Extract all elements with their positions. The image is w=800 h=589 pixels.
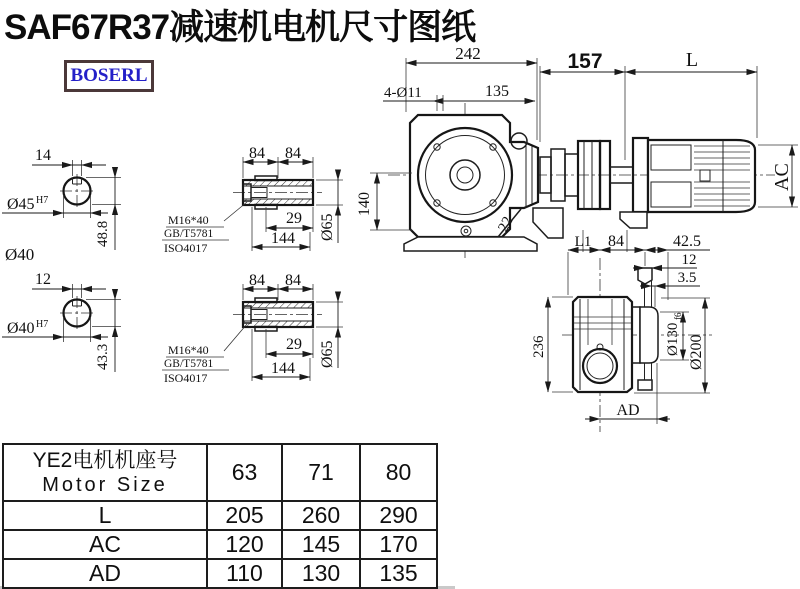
dim-dia65-bottom: Ø65 (319, 340, 336, 368)
cell-AD-71: 130 (282, 559, 360, 588)
motor-size-table (2, 443, 438, 589)
dim-dia200: Ø200 (688, 334, 705, 370)
hollow-shaft-top (162, 145, 343, 255)
dim-140: 140 (356, 192, 373, 216)
cell-AC-71: 145 (282, 530, 360, 559)
table-header-cn: YE2电机机座号 (32, 448, 178, 472)
dim-key-width-top: 14 (35, 147, 51, 164)
dim-bore-fit-top: H7 (36, 195, 49, 206)
dim-L: L (685, 49, 699, 71)
dim-84b-bottom: 84 (285, 272, 301, 289)
cell-AC-80: 170 (360, 530, 437, 559)
standard1-top: GB/T5781 (164, 228, 214, 240)
dim-key-depth-bottom: 43.3 (95, 343, 111, 370)
table-header-cell (3, 444, 207, 501)
dim-AD: AD (616, 402, 640, 419)
main-assembly-view (356, 44, 798, 258)
cell-L-71: 260 (282, 501, 360, 530)
label-shaft-od: Ø40 (5, 245, 35, 264)
row-label-AD: AD (3, 559, 207, 588)
table-header-row (3, 444, 437, 501)
dim-dia130-fit: f6 (673, 312, 683, 320)
dim-AC: AC (771, 163, 793, 191)
cell-L-80: 290 (360, 501, 437, 530)
dim-84-side: 84 (608, 233, 624, 250)
row-label-AC: AC (3, 530, 207, 559)
bolt-spec-bottom: M16*40 (168, 343, 209, 357)
dim-157: 157 (567, 50, 603, 73)
cell-AD-80: 135 (360, 559, 437, 588)
dim-144-bottom: 144 (271, 360, 295, 377)
dim-4xD11: 4-Ø11 (384, 85, 422, 101)
brand-logo: BOSERL (64, 60, 154, 92)
bolt-spec-top: M16*40 (168, 213, 209, 227)
dim-3-5: 3.5 (677, 270, 697, 286)
table-col-63: 63 (207, 444, 282, 501)
dim-bore-fit-bottom: H7 (36, 319, 49, 330)
dim-12-side: 12 (681, 252, 697, 268)
cell-L-63: 205 (207, 501, 282, 530)
dim-bore-top: Ø45 (7, 196, 35, 213)
table-row-AD (3, 559, 437, 588)
standard1-bottom: GB/T5781 (164, 358, 214, 370)
dim-L1: L1 (574, 234, 592, 250)
hollow-shaft-bottom (162, 272, 343, 385)
dim-dia130: Ø130 (665, 322, 681, 356)
table-row-L (3, 501, 437, 530)
dim-key-depth-top: 48.8 (95, 220, 111, 247)
cell-AC-63: 120 (207, 530, 282, 559)
side-view (531, 230, 712, 432)
dim-84a-top: 84 (249, 145, 265, 162)
dim-135: 135 (485, 83, 509, 100)
dim-84b-top: 84 (285, 145, 301, 162)
dim-242: 242 (455, 44, 481, 63)
dim-29-top: 29 (286, 210, 302, 227)
standard2-top: ISO4017 (164, 241, 208, 255)
standard2-bottom: ISO4017 (164, 371, 208, 385)
solid-shaft-section-bottom (2, 271, 121, 372)
dim-dia65-top: Ø65 (319, 213, 336, 241)
row-label-L: L (3, 501, 207, 530)
table-header-en: Motor Size (42, 474, 168, 497)
dim-144-top: 144 (271, 230, 295, 247)
dim-bore-bottom: Ø40 (7, 320, 35, 337)
cell-AD-63: 110 (207, 559, 282, 588)
page-title: SAF67R37减速机电机尺寸图纸 (4, 8, 476, 47)
dim-29-bottom: 29 (286, 336, 302, 353)
dim-key-width-bottom: 12 (35, 271, 51, 288)
table-row-AC (3, 530, 437, 559)
table-col-80: 80 (360, 444, 437, 501)
dim-22: 22 (495, 214, 517, 235)
solid-shaft-section-top (2, 147, 121, 264)
table-col-71: 71 (282, 444, 360, 501)
dim-84a-bottom: 84 (249, 272, 265, 289)
dim-42-5: 42.5 (673, 233, 701, 250)
dim-236: 236 (531, 335, 547, 358)
